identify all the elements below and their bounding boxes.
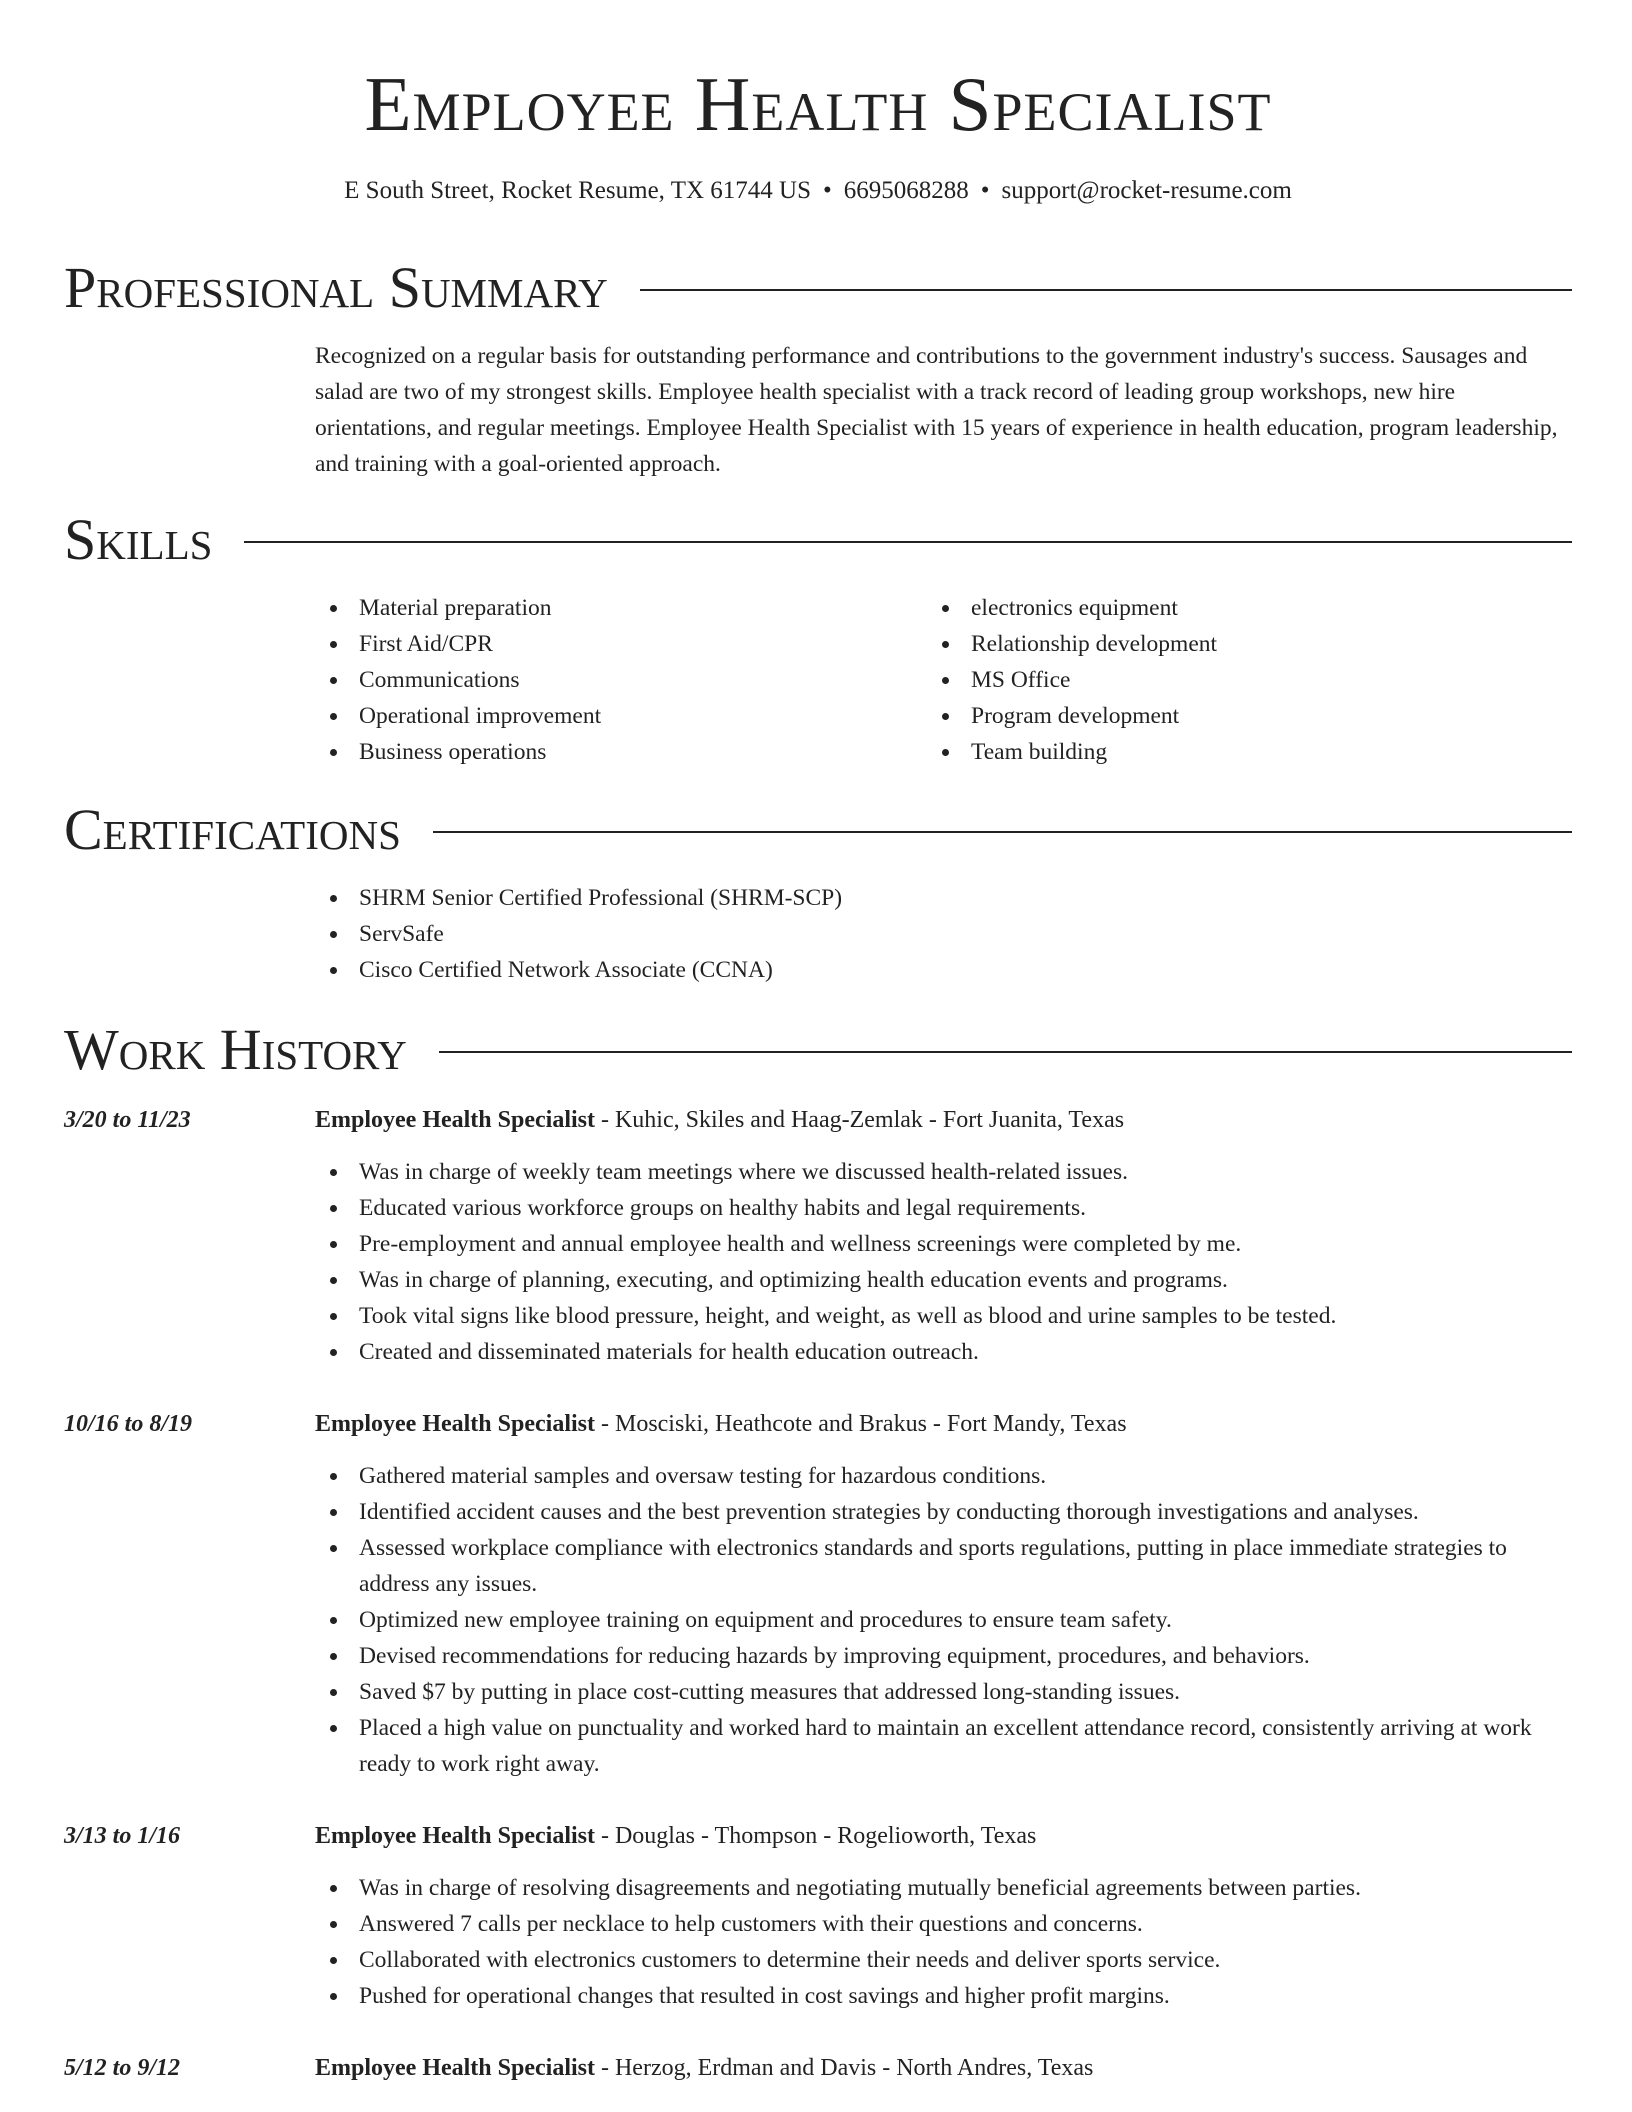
job-title-line: [315, 1406, 1572, 1442]
job-bullet: Pre-employment and annual employee health and wellness screenings were completed by me.: [315, 1226, 1572, 1262]
job-employer-location: - Mosciski, Heathcote and Brakus - Fort Mandy, Texas: [594, 1411, 1127, 1437]
contact-address: E South Street, Rocket Resume, TX 61744 US: [344, 177, 812, 204]
contact-line: [64, 174, 1572, 208]
job-bullet: Educated various workforce groups on healthy habits and legal requirements.: [315, 1190, 1572, 1226]
skill-item: Business operations: [315, 734, 935, 770]
job-bullets: [315, 1458, 1572, 1782]
skills-list-right: [927, 590, 1547, 770]
skill-item: electronics equipment: [927, 590, 1547, 626]
work-history-heading: Work History: [64, 1017, 407, 1082]
job-bullets: [315, 1154, 1572, 1370]
section-divider: [244, 541, 1572, 543]
job-bullet: Was in charge of planning, executing, and optimizing health education events and programs.: [315, 1262, 1572, 1298]
work-history-section-header: [64, 1018, 1572, 1082]
skills-list-left: [315, 590, 935, 770]
job-bullet: Answered 7 calls per necklace to help customers with their questions and concerns.: [315, 1906, 1572, 1942]
job-bullet: Devised recommendations for reducing hazards by improving equipment, procedures, and behaviors.: [315, 1638, 1572, 1674]
skill-item: Communications: [315, 662, 935, 698]
job-bullet: Gathered material samples and oversaw testing for hazardous conditions.: [315, 1458, 1572, 1494]
contact-separator: •: [980, 177, 990, 204]
job-bullet: Was in charge of weekly team meetings where we discussed health-related issues.: [315, 1154, 1572, 1190]
job-bullet: Took vital signs like blood pressure, height, and weight, as well as blood and urine samples to be tested.: [315, 1298, 1572, 1334]
summary-text: Recognized on a regular basis for outstanding performance and contributions to the government industry's success. Sausages and salad are two of my strongest skills. Employee health specialist with a track record of leading group workshops, new hire orientations, and regular meetings. Employee Health Specialist with 15 years of experience in health education, program leadership, and training with a goal-oriented approach.: [315, 343, 1558, 477]
job-employer-location: - Douglas - Thompson - Rogelioworth, Texas: [594, 1823, 1037, 1849]
certifications-heading: Certifications: [64, 797, 401, 862]
job-title: Employee Health Specialist: [315, 1411, 595, 1437]
section-divider: [439, 1051, 1572, 1053]
job-title: Employee Health Specialist: [315, 1823, 595, 1849]
skill-item: Relationship development: [927, 626, 1547, 662]
job-dates: 3/13 to 1/16: [64, 1823, 181, 1849]
job-title: Employee Health Specialist: [315, 2055, 595, 2081]
job-employer-location: - Kuhic, Skiles and Haag-Zemlak - Fort Juanita, Texas: [594, 1107, 1125, 1133]
certifications-list: [315, 880, 1515, 988]
job-bullet: Saved $7 by putting in place cost-cutting measures that addressed long-standing issues.: [315, 1674, 1572, 1710]
job-employer-location: - Herzog, Erdman and Davis - North Andres, Texas: [594, 2055, 1094, 2081]
job-bullet: Assessed workplace compliance with electronics standards and sports regulations, putting in place immediate strategies to address any issues.: [315, 1530, 1572, 1602]
skill-item: Material preparation: [315, 590, 935, 626]
contact-phone: 6695068288: [843, 177, 969, 204]
job-dates: 3/20 to 11/23: [64, 1107, 191, 1133]
contact-separator: •: [823, 177, 832, 204]
summary-heading: Professional Summary: [64, 255, 608, 320]
certification-item: Cisco Certified Network Associate (CCNA): [315, 952, 1515, 988]
certification-item: SHRM Senior Certified Professional (SHRM-SCP): [315, 880, 1515, 916]
skills-section-header: [64, 508, 1572, 572]
resume-name: Employee Health Specialist: [364, 61, 1272, 147]
contact-email: support@rocket-resume.com: [1001, 177, 1292, 204]
job-bullet: Collaborated with electronics customers to determine their needs and deliver sports service.: [315, 1942, 1572, 1978]
job-title-line: [315, 1818, 1572, 1854]
job-dates: 10/16 to 8/19: [64, 1411, 193, 1437]
certification-item: ServSafe: [315, 916, 1515, 952]
section-divider: [640, 289, 1572, 291]
certifications-section-header: [64, 798, 1572, 862]
job-bullet: Optimized new employee training on equipment and procedures to ensure team safety.: [315, 1602, 1572, 1638]
job-title-line: [315, 1102, 1572, 1138]
job-title: Employee Health Specialist: [315, 1107, 595, 1133]
skill-item: Operational improvement: [315, 698, 935, 734]
job-bullet: Placed a high value on punctuality and worked hard to maintain an excellent attendance record, consistently arriving at work ready to work right away.: [315, 1710, 1572, 1782]
section-divider: [433, 831, 1572, 833]
job-title-line: [315, 2050, 1572, 2086]
job-bullet: Created and disseminated materials for health education outreach.: [315, 1334, 1572, 1370]
job-dates: 5/12 to 9/12: [64, 2055, 181, 2081]
summary-section-header: [64, 256, 1572, 320]
job-bullet: Pushed for operational changes that resulted in cost savings and higher profit margins.: [315, 1978, 1572, 2014]
skill-item: Team building: [927, 734, 1547, 770]
skill-item: Program development: [927, 698, 1547, 734]
skill-item: First Aid/CPR: [315, 626, 935, 662]
skills-heading: Skills: [64, 507, 213, 572]
skill-item: MS Office: [927, 662, 1547, 698]
job-bullet: Was in charge of resolving disagreements and negotiating mutually beneficial agreements between parties.: [315, 1870, 1572, 1906]
job-bullets: [315, 1870, 1572, 2014]
job-bullet: Identified accident causes and the best prevention strategies by conducting thorough investigations and analyses.: [315, 1494, 1572, 1530]
